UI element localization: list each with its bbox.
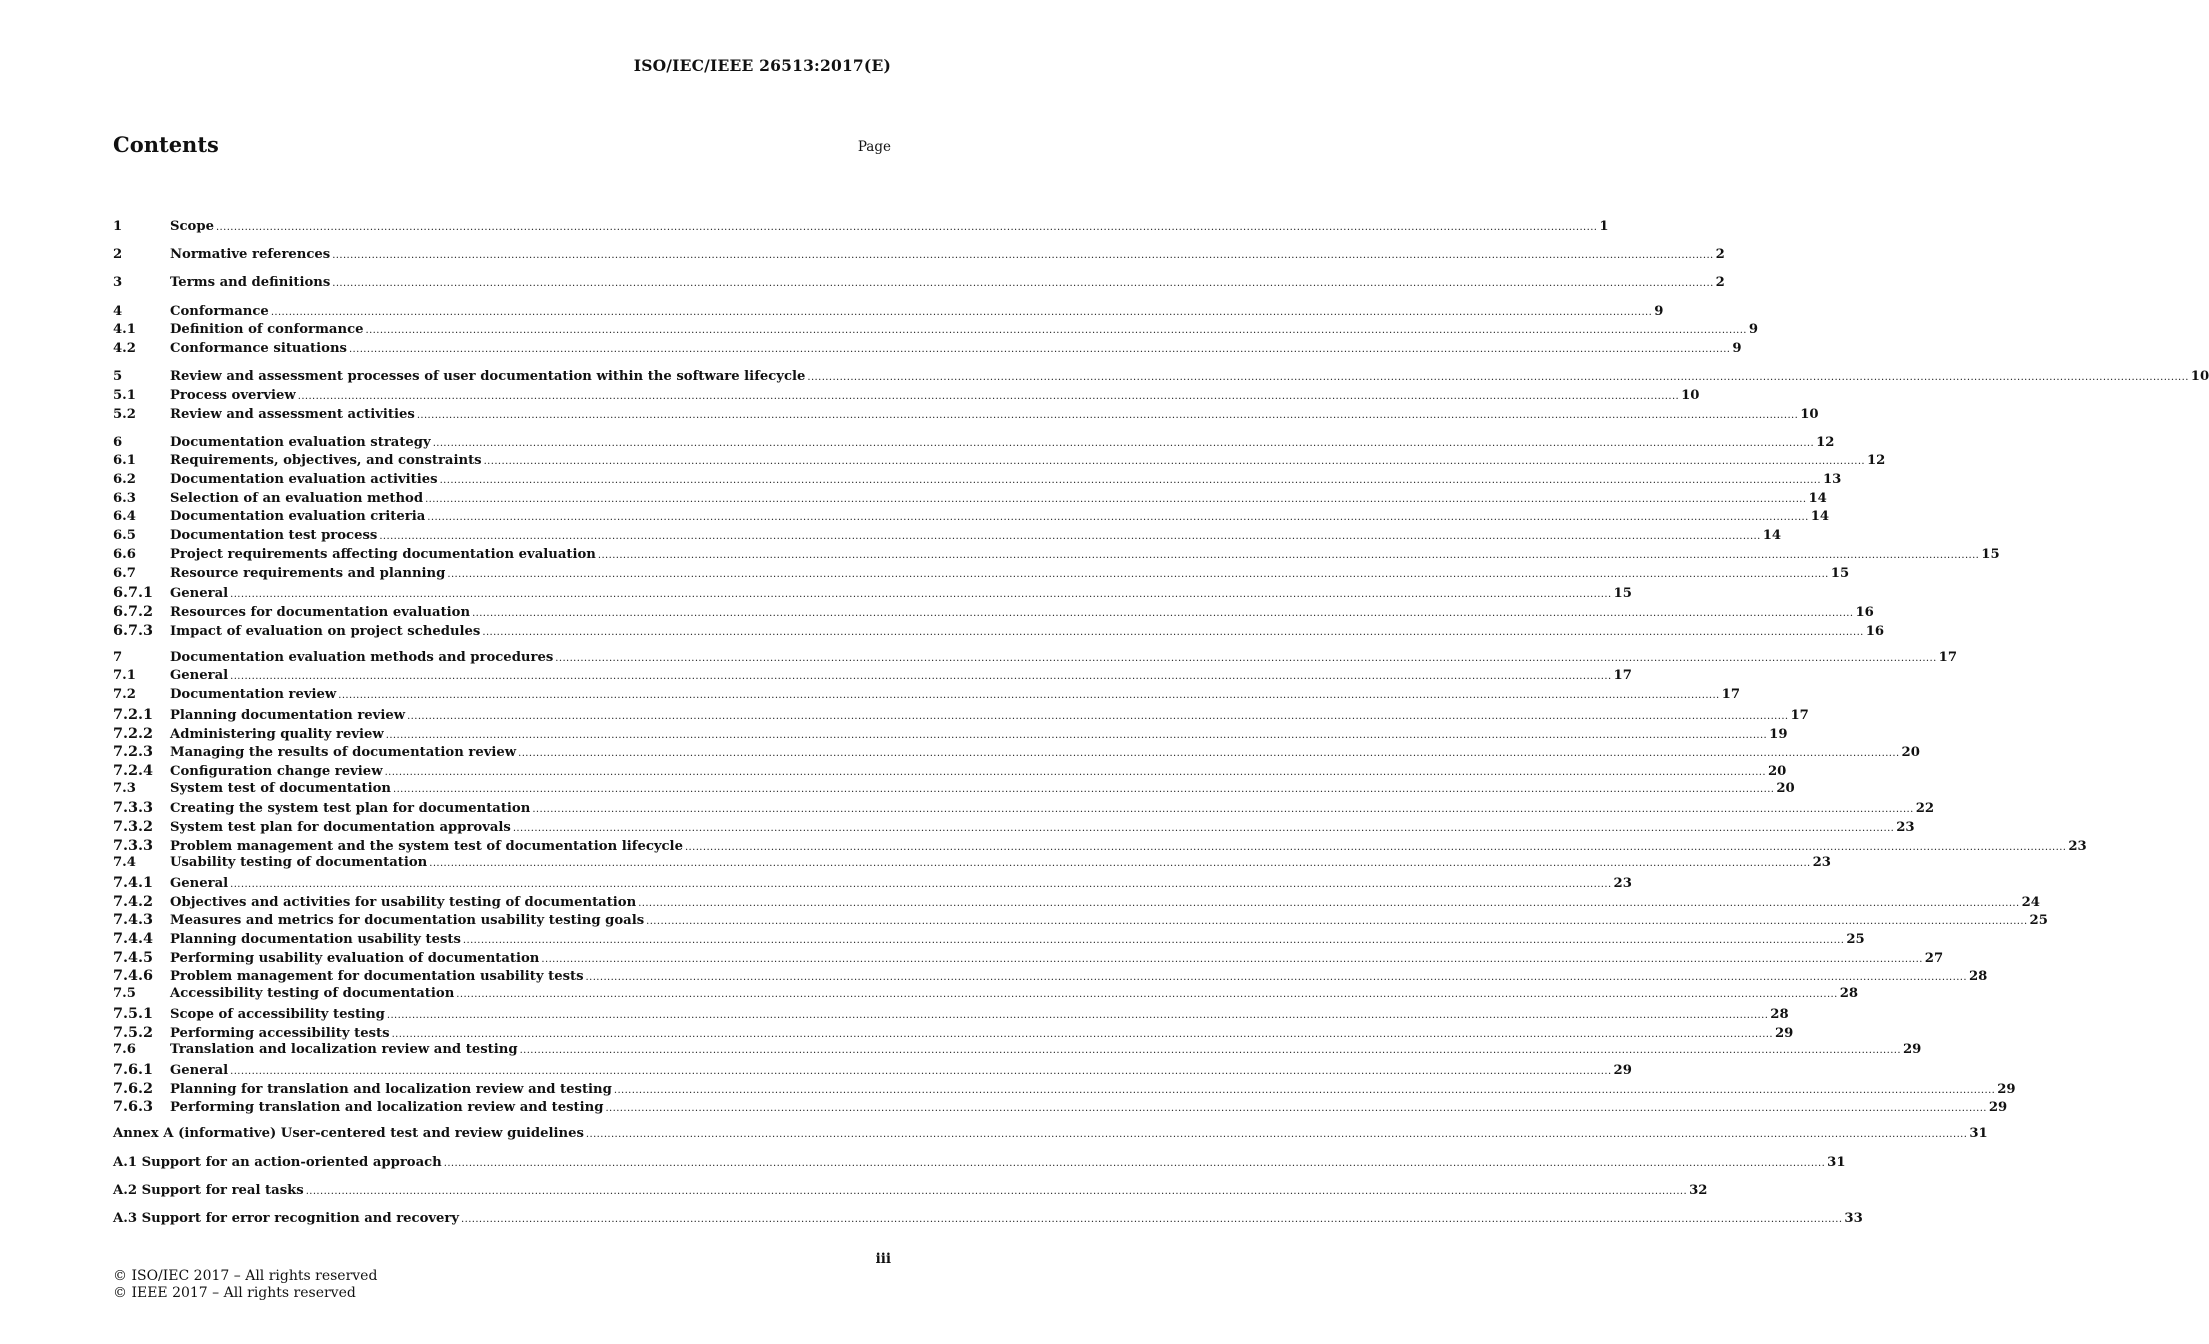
toc-dot-leader bbox=[614, 1085, 1995, 1096]
toc-entry-page: 1 bbox=[1599, 219, 1609, 234]
toc-entry-number: 7.4.1 bbox=[113, 874, 154, 891]
toc-entry-title: Documentation test process bbox=[170, 528, 378, 544]
toc-entry-title: Planning documentation review bbox=[170, 707, 406, 723]
toc-dot-leader bbox=[513, 823, 1894, 834]
toc-entry-title: Accessibility testing of documentation bbox=[170, 986, 455, 1002]
toc-entry-page: 9 bbox=[1732, 340, 1742, 356]
toc-entry-page: 29 bbox=[1988, 1100, 2008, 1116]
toc-entry-title: A.1 Support for an action-oriented approach bbox=[113, 1154, 442, 1170]
toc-entry-title: Definition of conformance bbox=[170, 322, 364, 338]
toc-dot-leader bbox=[456, 989, 1837, 1000]
toc-entry-title: Documentation evaluation strategy bbox=[170, 434, 431, 450]
toc-entry-title: Conformance bbox=[170, 303, 269, 319]
toc-entry[interactable] bbox=[113, 855, 1831, 874]
toc-entry-title: General bbox=[170, 1062, 229, 1078]
toc-entry-number: 1 bbox=[113, 219, 123, 234]
toc-entry[interactable] bbox=[113, 986, 1859, 1005]
toc-entry[interactable] bbox=[113, 322, 1759, 341]
toc-entry[interactable] bbox=[113, 602, 1874, 622]
toc-entry-number: 2 bbox=[113, 247, 123, 263]
toc-entry[interactable] bbox=[113, 892, 2040, 912]
toc-entry[interactable] bbox=[113, 434, 1835, 454]
toc-dot-leader bbox=[349, 344, 1730, 355]
toc-entry-title: A.3 Support for error recognition and recovery bbox=[113, 1211, 460, 1226]
toc-entry-page: 22 bbox=[1915, 801, 1935, 817]
toc-entry-page: 16 bbox=[1855, 604, 1874, 620]
toc-entry[interactable] bbox=[113, 948, 1944, 968]
toc-entry-title: Creating the system test plan for documentation bbox=[170, 801, 531, 817]
toc-entry[interactable] bbox=[113, 1182, 1708, 1202]
toc-entry[interactable] bbox=[113, 967, 1988, 986]
toc-dot-leader bbox=[605, 1103, 1986, 1114]
toc-entry-title: Configuration change review bbox=[170, 763, 383, 779]
toc-entry-page: 14 bbox=[1810, 509, 1830, 525]
toc-entry-number: 7.5.1 bbox=[113, 1004, 154, 1022]
toc-entry[interactable] bbox=[113, 621, 1885, 641]
toc-dot-leader bbox=[216, 222, 1597, 233]
toc-entry-number: 7.5 bbox=[113, 986, 136, 1002]
toc-entry[interactable] bbox=[113, 387, 1700, 407]
toc-dot-leader bbox=[230, 879, 1611, 890]
page-number: iii bbox=[875, 1251, 891, 1267]
toc-entry-page: 9 bbox=[1748, 322, 1759, 338]
toc-entry-page: 28 bbox=[1839, 986, 1859, 1002]
toc-entry-number: 7.2.3 bbox=[113, 743, 154, 761]
toc-entry-number: 7.3.3 bbox=[113, 799, 154, 817]
toc-dot-leader bbox=[429, 858, 1810, 869]
toc-entry[interactable] bbox=[113, 649, 1958, 669]
toc-entry-page: 19 bbox=[1769, 726, 1788, 742]
toc-entry-number: 6.6 bbox=[113, 546, 136, 562]
toc-entry-title: Review and assessment processes of user documentation within the software lifecycle bbox=[170, 369, 806, 385]
toc-dot-leader bbox=[484, 456, 1865, 467]
toc-entry-title: Objectives and activities for usability testing of documentation bbox=[170, 894, 637, 910]
page-column-label: Page bbox=[857, 139, 891, 155]
toc-entry-page: 15 bbox=[1981, 546, 2000, 562]
toc-dot-leader bbox=[417, 410, 1798, 421]
toc-entry-number: 7.2.1 bbox=[113, 705, 154, 723]
toc-entry-page: 2 bbox=[1715, 275, 1725, 291]
toc-dot-leader bbox=[586, 972, 1967, 983]
toc-entry-page: 28 bbox=[1968, 969, 1988, 985]
toc-entry-page: 23 bbox=[1812, 855, 1831, 871]
toc-entry-number: 7.6.1 bbox=[113, 1060, 154, 1078]
toc-dot-leader bbox=[646, 916, 2027, 927]
toc-entry-page: 31 bbox=[1827, 1154, 1846, 1170]
toc-dot-leader bbox=[433, 438, 1814, 449]
toc-dot-leader bbox=[407, 711, 1788, 722]
toc-dot-leader bbox=[518, 748, 1899, 759]
toc-entry[interactable] bbox=[113, 911, 2048, 930]
toc-dot-leader bbox=[298, 391, 1679, 402]
toc-entry-page: 33 bbox=[1844, 1211, 1863, 1226]
toc-entry-page: 28 bbox=[1770, 1006, 1789, 1022]
toc-dot-leader bbox=[386, 730, 1767, 741]
toc-dot-leader bbox=[230, 671, 1611, 682]
toc-dot-leader bbox=[393, 784, 1774, 795]
toc-entry[interactable] bbox=[113, 687, 1740, 706]
toc-entry-page: 29 bbox=[1774, 1025, 1794, 1041]
toc-entry-title: Documentation evaluation methods and procedures bbox=[170, 649, 554, 665]
toc-dot-leader bbox=[379, 531, 1760, 542]
toc-entry-title: Conformance situations bbox=[170, 340, 347, 356]
toc-entry[interactable] bbox=[113, 836, 2087, 856]
toc-entry[interactable] bbox=[113, 546, 2000, 566]
toc-dot-leader bbox=[392, 1029, 1773, 1040]
toc-entry-page: 17 bbox=[1613, 668, 1632, 684]
toc-entry-number: 7.2 bbox=[113, 687, 136, 703]
toc-entry-number: 5.1 bbox=[113, 387, 136, 403]
toc-entry-title: System test of documentation bbox=[170, 780, 391, 796]
toc-entry-title: Selection of an evaluation method bbox=[170, 490, 424, 506]
toc-entry-number: 4.2 bbox=[113, 340, 136, 356]
toc-entry-title: Usability testing of documentation bbox=[170, 855, 428, 871]
toc-entry-title: A.2 Support for real tasks bbox=[113, 1182, 304, 1198]
toc-entry-number: 6.5 bbox=[113, 528, 136, 544]
toc-dot-leader bbox=[230, 1066, 1611, 1077]
toc-entry-number: 7.4 bbox=[113, 855, 136, 871]
toc-entry[interactable] bbox=[113, 1042, 1922, 1061]
toc-entry-number: 6.3 bbox=[113, 490, 136, 506]
toc-entry[interactable] bbox=[113, 705, 1809, 725]
toc-entry-page: 29 bbox=[1997, 1081, 2016, 1097]
toc-entry-number: 7.6 bbox=[113, 1042, 136, 1058]
toc-entry[interactable] bbox=[113, 1126, 1988, 1145]
toc-entry-number: 6.7 bbox=[113, 565, 136, 581]
toc-entry-title: Requirements, objectives, and constraints bbox=[170, 453, 482, 469]
toc-entry-title: General bbox=[170, 668, 229, 684]
toc-dot-leader bbox=[482, 627, 1863, 638]
toc-dot-leader bbox=[472, 608, 1853, 619]
toc-entry-page: 25 bbox=[1846, 932, 1865, 948]
toc-entry-page: 17 bbox=[1790, 707, 1809, 723]
toc-dot-leader bbox=[685, 842, 2066, 853]
toc-dot-leader bbox=[586, 1129, 1967, 1140]
toc-entry-title: Documentation review bbox=[170, 687, 337, 703]
toc-entry[interactable] bbox=[113, 509, 1830, 528]
toc-dot-leader bbox=[444, 1158, 1825, 1169]
toc-entry[interactable] bbox=[113, 743, 1920, 762]
toc-dot-leader bbox=[306, 1186, 1687, 1197]
toc-entry[interactable] bbox=[113, 1060, 1632, 1080]
toc-entry-page: 9 bbox=[1654, 303, 1664, 319]
toc-entry[interactable] bbox=[113, 1023, 1794, 1043]
toc-entry-number: 5.2 bbox=[113, 406, 136, 422]
toc-entry-title: General bbox=[170, 876, 229, 891]
toc-entry-number: 7.2.2 bbox=[113, 724, 154, 742]
toc-entry-title: Annex A (informative) User-centered test and review guidelines bbox=[113, 1126, 584, 1142]
toc-entry[interactable] bbox=[113, 565, 1850, 585]
toc-entry[interactable] bbox=[113, 761, 1787, 781]
toc-entry-page: 25 bbox=[2029, 913, 2048, 929]
toc-dot-leader bbox=[332, 250, 1713, 261]
toc-entry[interactable] bbox=[113, 219, 1609, 238]
toc-entry[interactable] bbox=[113, 930, 1865, 949]
toc-entry-number: 6.7.2 bbox=[113, 602, 154, 620]
toc-entry-page: 15 bbox=[1613, 586, 1632, 602]
toc-dot-leader bbox=[638, 898, 2019, 909]
toc-entry[interactable] bbox=[113, 874, 1632, 893]
toc-entry[interactable] bbox=[113, 247, 1725, 266]
toc-dot-leader bbox=[387, 1010, 1768, 1021]
toc-entry-title: Scope bbox=[170, 219, 214, 234]
toc-entry-number: 7.5.2 bbox=[113, 1023, 154, 1041]
toc-entry-page: 16 bbox=[1865, 623, 1885, 639]
toc-entry-page: 12 bbox=[1816, 434, 1835, 450]
toc-entry[interactable] bbox=[113, 275, 1725, 294]
toc-dot-leader bbox=[366, 325, 1747, 336]
toc-dot-leader bbox=[230, 589, 1611, 600]
toc-entry-title: Planning documentation usability tests bbox=[170, 932, 461, 948]
toc-entry-page: 20 bbox=[1901, 745, 1920, 761]
toc-entry-number: 6.7.1 bbox=[113, 584, 154, 602]
toc-dot-leader bbox=[425, 494, 1806, 505]
toc-entry-page: 23 bbox=[1896, 819, 1915, 835]
toc-entry[interactable] bbox=[113, 303, 1664, 323]
toc-entry-number: 7 bbox=[113, 649, 123, 665]
toc-entry-number: 7.4.2 bbox=[113, 892, 154, 910]
toc-dot-leader bbox=[520, 1045, 1901, 1056]
toc-entry-number: 6.2 bbox=[113, 472, 136, 488]
toc-entry-number: 3 bbox=[113, 275, 123, 291]
toc-entry[interactable] bbox=[113, 1211, 1863, 1230]
toc-entry-page: 31 bbox=[1969, 1126, 1988, 1142]
toc-entry-page: 20 bbox=[1767, 763, 1787, 779]
toc-dot-leader bbox=[447, 569, 1828, 580]
toc-entry-page: 10 bbox=[1681, 387, 1700, 403]
toc-entry-page: 20 bbox=[1776, 780, 1795, 796]
toc-entry-title: Measures and metrics for documentation usability testing goals bbox=[170, 913, 645, 929]
toc-entry-title: Performing accessibility tests bbox=[170, 1025, 390, 1041]
toc-entry-page: 17 bbox=[1721, 687, 1740, 703]
toc-dot-leader bbox=[332, 278, 1713, 289]
toc-entry-title: Documentation evaluation activities bbox=[170, 472, 438, 488]
toc-entry-title: Managing the results of documentation review bbox=[170, 745, 517, 761]
toc-entry-number: 7.2.4 bbox=[113, 761, 154, 779]
toc-entry-page: 27 bbox=[1924, 950, 1944, 966]
toc-entry[interactable] bbox=[113, 584, 1632, 603]
toc-entry-page: 14 bbox=[1808, 490, 1827, 506]
toc-entry-page: 10 bbox=[2190, 369, 2209, 385]
toc-entry-page: 24 bbox=[2021, 894, 2040, 910]
toc-dot-leader bbox=[532, 804, 1913, 815]
toc-entry-page: 2 bbox=[1715, 247, 1725, 263]
toc-entry-title: Resources for documentation evaluation bbox=[170, 604, 471, 620]
toc-entry-title: Scope of accessibility testing bbox=[170, 1006, 385, 1022]
toc-dot-leader bbox=[463, 935, 1844, 946]
toc-entry-page: 23 bbox=[2068, 838, 2087, 854]
toc-entry-number: 7.4.5 bbox=[113, 948, 154, 966]
toc-entry-number: 7.3.3 bbox=[113, 836, 154, 854]
toc-entry-title: Normative references bbox=[170, 247, 331, 263]
copyright-iso: © ISO/IEC 2017 – All rights reserved bbox=[113, 1268, 378, 1284]
toc-entry-page: 17 bbox=[1938, 649, 1958, 665]
toc-entry-page: 29 bbox=[1613, 1062, 1632, 1078]
toc-entry[interactable] bbox=[113, 668, 1632, 687]
table-of-contents bbox=[113, 219, 2209, 1230]
copyright-ieee: © IEEE 2017 – All rights reserved bbox=[113, 1285, 356, 1301]
toc-entry-page: 14 bbox=[1762, 528, 1782, 544]
toc-entry[interactable] bbox=[113, 1004, 1789, 1024]
toc-entry[interactable] bbox=[113, 406, 1819, 426]
toc-entry-page: 15 bbox=[1830, 565, 1850, 581]
toc-entry-title: Impact of evaluation on project schedules bbox=[170, 623, 481, 639]
toc-entry-title: Performing translation and localization review and testing bbox=[170, 1100, 604, 1116]
toc-entry-number: 7.6.2 bbox=[113, 1079, 154, 1097]
toc-entry-number: 6.7.3 bbox=[113, 621, 154, 639]
toc-entry-title: Process overview bbox=[170, 387, 296, 403]
toc-entry-number: 7.3 bbox=[113, 780, 136, 796]
toc-entry[interactable] bbox=[113, 1154, 1846, 1174]
toc-entry[interactable] bbox=[113, 453, 1886, 472]
toc-entry-title: Review and assessment activities bbox=[170, 406, 415, 422]
toc-dot-leader bbox=[807, 372, 2188, 383]
toc-dot-leader bbox=[440, 475, 1821, 486]
toc-entry-number: 7.1 bbox=[113, 668, 136, 684]
toc-entry-title: Performing usability evaluation of documentation bbox=[170, 950, 540, 966]
toc-entry[interactable] bbox=[113, 490, 1827, 510]
toc-entry-page: 12 bbox=[1866, 453, 1886, 469]
toc-entry-number: 7.3.2 bbox=[113, 817, 154, 835]
toc-entry-page: 29 bbox=[1902, 1042, 1922, 1058]
toc-entry-number: 5 bbox=[113, 369, 123, 385]
toc-dot-leader bbox=[427, 512, 1808, 523]
toc-entry-title: Planning for translation and localization review and testing bbox=[170, 1081, 612, 1097]
toc-dot-leader bbox=[385, 767, 1766, 778]
toc-entry-number: 7.4.6 bbox=[113, 967, 154, 985]
toc-entry-title: System test plan for documentation approvals bbox=[170, 819, 511, 835]
toc-entry-title: Administering quality review bbox=[170, 726, 384, 742]
toc-entry-number: 4 bbox=[113, 303, 123, 319]
toc-entry[interactable] bbox=[113, 340, 1742, 360]
toc-dot-leader bbox=[271, 307, 1652, 318]
toc-dot-leader bbox=[338, 690, 1719, 701]
toc-entry[interactable] bbox=[113, 817, 1915, 837]
toc-dot-leader bbox=[555, 653, 1936, 664]
toc-entry[interactable] bbox=[113, 369, 2209, 388]
contents-title: Contents bbox=[113, 132, 219, 157]
toc-entry-title: Resource requirements and planning bbox=[170, 565, 446, 581]
toc-entry-number: 7.4.4 bbox=[113, 930, 154, 948]
toc-entry-title: Problem management and the system test of documentation lifecycle bbox=[170, 838, 683, 854]
toc-entry-number: 7.6.3 bbox=[113, 1098, 154, 1116]
toc-dot-leader bbox=[598, 550, 1979, 561]
toc-entry-title: Problem management for documentation usability tests bbox=[170, 969, 584, 985]
toc-entry[interactable] bbox=[113, 528, 1782, 547]
toc-entry-title: Documentation evaluation criteria bbox=[170, 509, 426, 525]
toc-entry-title: Translation and localization review and testing bbox=[170, 1042, 518, 1058]
toc-dot-leader bbox=[461, 1214, 1842, 1225]
toc-entry-page: 10 bbox=[1800, 406, 1819, 422]
toc-entry[interactable] bbox=[113, 1079, 2016, 1099]
toc-entry-title: Terms and definitions bbox=[170, 275, 331, 291]
toc-entry-page: 32 bbox=[1689, 1182, 1708, 1198]
document-id: ISO/IEC/IEEE 26513:2017(E) bbox=[633, 56, 891, 75]
toc-entry-number: 6.1 bbox=[113, 453, 136, 469]
toc-entry-number: 6.4 bbox=[113, 509, 136, 525]
toc-entry[interactable] bbox=[113, 799, 1935, 818]
toc-entry-number: 6 bbox=[113, 434, 123, 450]
toc-entry-title: General bbox=[170, 586, 229, 602]
toc-entry-number: 4.1 bbox=[113, 322, 136, 338]
toc-entry-title: Project requirements affecting documentation evaluation bbox=[170, 546, 596, 562]
toc-dot-leader bbox=[541, 954, 1922, 965]
toc-entry[interactable] bbox=[113, 1098, 2008, 1117]
toc-entry[interactable] bbox=[113, 724, 1788, 744]
toc-entry-page: 13 bbox=[1822, 472, 1842, 488]
toc-entry-page: 23 bbox=[1613, 876, 1632, 891]
toc-entry-number: 7.4.3 bbox=[113, 911, 154, 929]
toc-entry[interactable] bbox=[113, 472, 1842, 491]
toc-entry[interactable] bbox=[113, 780, 1795, 800]
